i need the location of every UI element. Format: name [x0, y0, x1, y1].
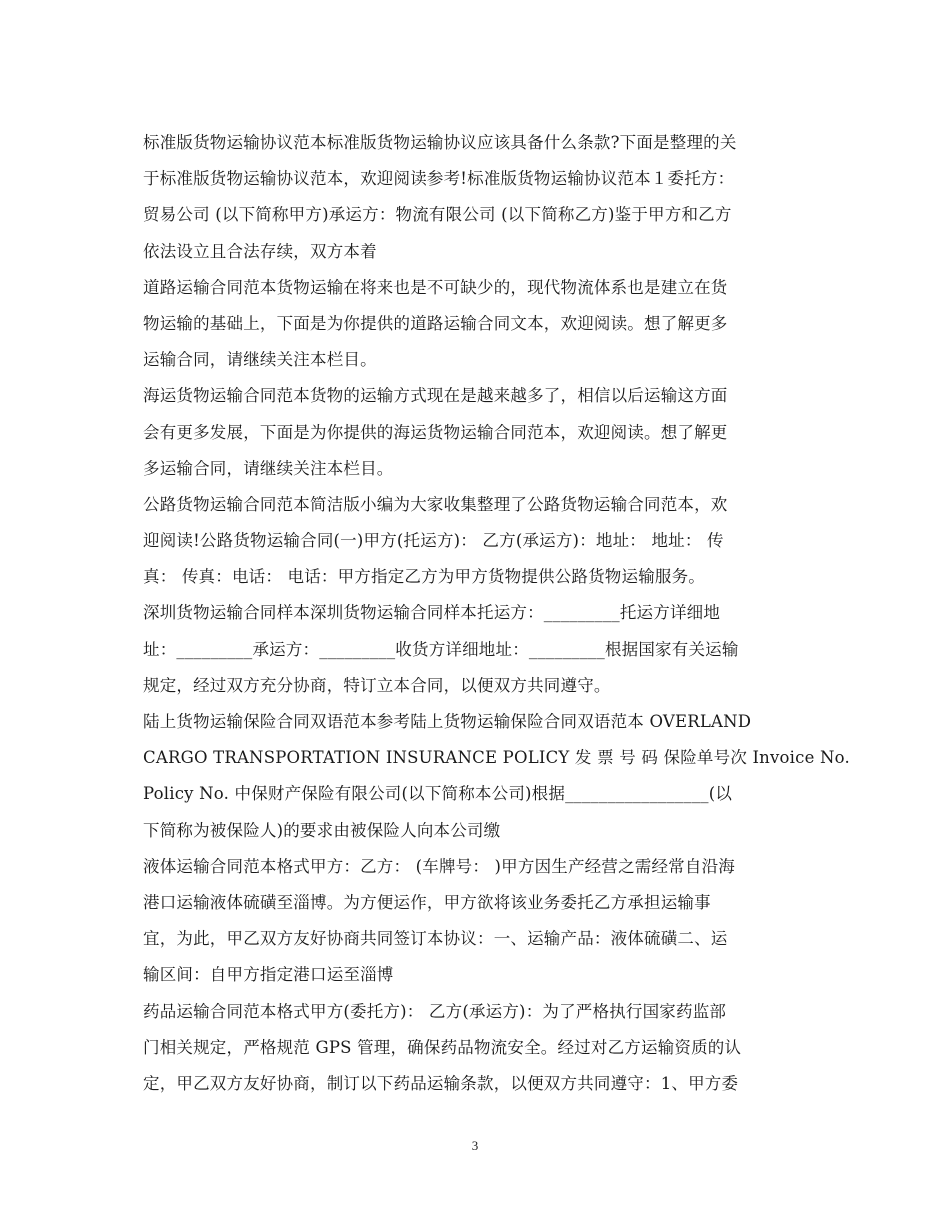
text-line: 药品运输合同范本格式甲方(委托方)： 乙方(承运方)：为了严格执行国家药监部: [143, 1001, 727, 1021]
text-line: 公路货物运输合同范本简洁版小编为大家收集整理了公路货物运输合同范本，欢: [143, 494, 728, 514]
text-line: 会有更多发展，下面是为你提供的海运货物运输合同范本，欢迎阅读。想了解更: [143, 422, 728, 442]
text-line: Policy No. 中保财产保险有限公司(以下简称本公司)根据_________________(以: [143, 784, 733, 804]
page-number: 3: [471, 1138, 479, 1153]
paragraph: [143, 487, 808, 596]
text-line: 液体运输合同范本格式甲方：乙方： (车牌号： )甲方因生产经营之需经常自沿海: [143, 856, 735, 876]
text-line: 深圳货物运输合同样本深圳货物运输合同样本托运方：_________托运方详细地: [143, 603, 721, 623]
paragraph: [143, 270, 808, 379]
text-line: CARGO TRANSPORTATION INSURANCE POLICY 发 票 号 码 保险单号次 Invoice No.: [143, 748, 850, 768]
paragraph: [143, 849, 808, 994]
text-line: 输区间：自甲方指定港口运至淄博: [143, 965, 394, 985]
document-body: [143, 125, 850, 1102]
text-line: 门相关规定，严格规范 GPS 管理，确保药品物流安全。经过对乙方运输资质的认: [143, 1037, 742, 1057]
text-line: 标准版货物运输协议范本标准版货物运输协议应该具备什么条款?下面是整理的关: [143, 133, 737, 152]
text-line: 下简称为被保险人)的要求由被保险人向本公司缴: [143, 820, 501, 840]
text-line: 址：_________承运方：_________收货方详细地址：_________根据国家有关运输: [143, 639, 739, 659]
text-line: 迎阅读!公路货物运输合同(一)甲方(托运方)： 乙方(承运方)：地址： 地址： 传: [143, 531, 724, 551]
text-line: 宜，为此，甲乙双方友好协商共同签订本协议：一、运输产品：液体硫磺二、运: [143, 929, 728, 949]
text-line: 多运输合同，请继续关注本栏目。: [143, 458, 394, 478]
paragraph: [143, 125, 808, 270]
text-line: 道路运输合同范本货物运输在将来也是不可缺少的，现代物流体系也是建立在货: [143, 277, 728, 297]
text-line: 港口运输液体硫磺至淄博。为方便运作，甲方欲将该业务委托乙方承担运输事: [143, 892, 711, 912]
text-line: 贸易公司 (以下简称甲方)承运方：物流有限公司 (以下简称乙方)鉴于甲方和乙方: [143, 205, 732, 225]
paragraph: [143, 994, 808, 1103]
paragraph: [143, 595, 808, 704]
text-line: 物运输的基础上，下面是为你提供的道路运输合同文本，欢迎阅读。想了解更多: [143, 313, 728, 333]
text-line: 定，甲乙双方友好协商，制订以下药品运输条款，以便双方共同遵守：1、甲方委: [143, 1073, 739, 1093]
paragraph: [143, 378, 808, 487]
text-line: 陆上货物运输保险合同双语范本参考陆上货物运输保险合同双语范本 OVERLAND: [143, 712, 752, 731]
text-line: 真： 传真：电话： 电话：甲方指定乙方为甲方货物提供公路货物运输服务。: [143, 567, 705, 587]
text-line: 规定，经过双方充分协商，特订立本合同，以便双方共同遵守。: [143, 675, 611, 695]
text-line: 依法设立且合法存续，双方本着: [143, 241, 377, 261]
text-line: 于标准版货物运输协议范本，欢迎阅读参考!标准版货物运输协议范本１委托方：: [143, 169, 735, 189]
text-line: 运输合同，请继续关注本栏目。: [143, 350, 377, 370]
text-line: 海运货物运输合同范本货物的运输方式现在是越来越多了，相信以后运输这方面: [143, 386, 728, 406]
paragraph: [143, 704, 850, 849]
